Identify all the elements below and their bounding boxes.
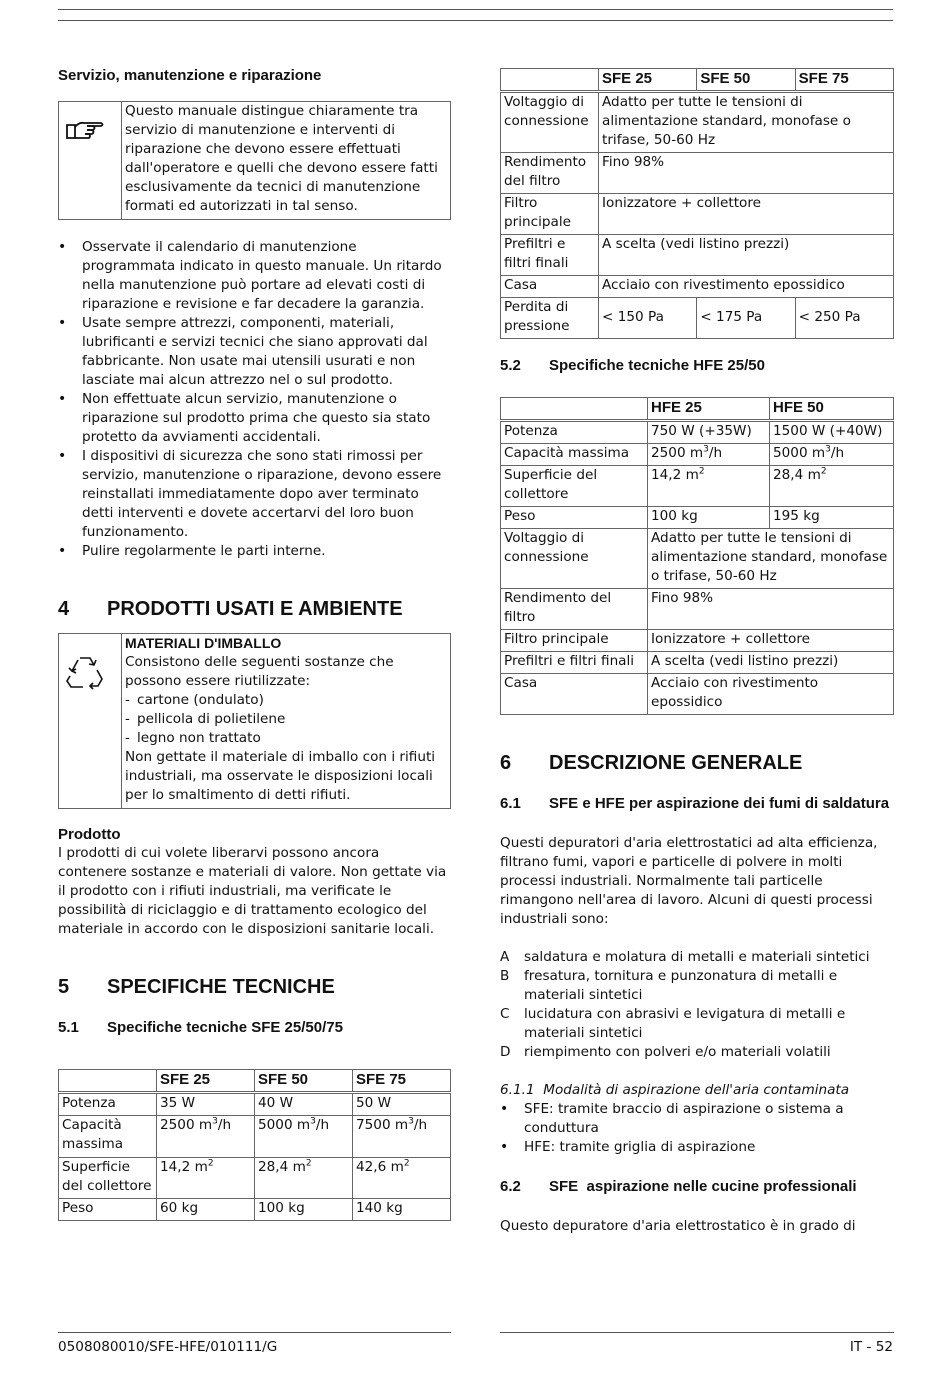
list-item: • Non effettuate alcun servizio, manutenzione o riparazione sul prodotto prima che questo sia stato protetto da avviamenti accidentali. — [58, 390, 451, 447]
service-note-text: Questo manuale distingue chiaramente tra servizio di manutenzione e interventi di riparazione che devono essere effettuati dall'operatore e quelli che devono essere fatti esclusivamente da tecnici di manutenzione formati ed autorizzati in tal senso. — [125, 103, 438, 214]
section-6-1-heading — [500, 793, 894, 814]
table-row: Peso 100 kg 195 kg — [501, 507, 894, 529]
table-row: Prefiltri e filtri finali A scelta (vedi listino prezzi) — [501, 235, 894, 276]
section-title: PRODOTTI USATI E AMBIENTE — [107, 598, 403, 620]
section-number: 5 — [58, 976, 70, 998]
top-rule-1 — [58, 9, 893, 10]
list-item: - pellicola di polietilene — [125, 711, 286, 727]
table-row: Voltaggio di connessione Adatto per tutte le tensioni di alimentazione standard, monofase o trifase, 50-60 Hz — [501, 529, 894, 589]
list-item: B fresatura, tornitura e punzonatura di metalli e materiali sintetici — [500, 968, 838, 1003]
list-item: A saldatura e molatura di metalli e materiali sintetici — [500, 949, 870, 965]
right-column — [500, 68, 894, 1236]
section-title: DESCRIZIONE GENERALE — [549, 752, 803, 774]
section-title: SPECIFICHE TECNICHE — [107, 976, 335, 998]
section-title: Specifiche tecniche HFE 25/50 — [549, 357, 765, 374]
packaging-intro: Consistono delle seguenti sostanze che possono essere riutilizzate: — [125, 654, 394, 689]
table-header-row: SFE 25 SFE 50 SFE 75 — [59, 1070, 451, 1093]
section-number: 6 — [500, 752, 512, 774]
section-6-heading — [500, 751, 894, 775]
hfe-spec-table — [500, 397, 894, 715]
section-6-2-heading — [500, 1176, 894, 1197]
footer-page-number: IT - 52 — [849, 1339, 893, 1355]
footer-rule-right — [500, 1332, 894, 1333]
list-item: • SFE: tramite braccio di aspirazione o sistema a conduttura — [500, 1100, 894, 1138]
table-row: Prefiltri e filtri finali A scelta (vedi listino prezzi) — [501, 652, 894, 674]
section-title: SFE e HFE per aspirazione dei fumi di saldatura — [549, 795, 890, 812]
left-column — [58, 66, 451, 1221]
section-number: 5.2 — [500, 357, 521, 374]
top-rule-2 — [58, 20, 893, 21]
recycle-icon — [59, 634, 122, 808]
pointing-hand-icon — [59, 102, 122, 219]
section-5-2-heading — [500, 355, 894, 376]
list-item: D riempimento con polveri e/o materiali volatili — [500, 1044, 831, 1060]
mode-list — [500, 1100, 894, 1157]
table-row: Perdita di pressione < 150 Pa < 175 Pa < 250 Pa — [501, 298, 894, 339]
table-row: Superficie del collettore 14,2 $m^2$ 28,4 $m^2$ — [501, 466, 894, 507]
table-row: Casa Acciaio con rivestimento epossidico — [501, 276, 894, 298]
table-row: Peso 60 kg 100 kg 140 kg — [59, 1199, 451, 1221]
section-title: Specifiche tecniche SFE 25/50/75 — [107, 1019, 343, 1036]
table-row: Superficie del collettore 14,2 $m^2$ 28,4 $m^2$ 42,6 $m^2$ — [59, 1158, 451, 1199]
section-5-1-heading — [58, 1017, 451, 1038]
product-text: I prodotti di cui volete liberarvi possono ancora contenere sostanze e materiali di valore. Non gettate via il prodotto con i rifiuti industriali, ma verificate le possibilità di riciclaggio e di trattamento ecologico del materiale in accordo con le disposizioni sanitarie locali. — [58, 845, 447, 937]
section-5-heading — [58, 975, 451, 999]
table-row: Voltaggio di connessione Adatto per tutte le tensioni di alimentazione standard, monofase o trifase, 50-60 Hz — [501, 92, 894, 153]
kitchen-text: Questo depuratore d'aria elettrostatico è in grado di — [500, 1218, 856, 1234]
table-row: Capacità massima 2500 $m^3/h$ 5000 $m^3/h$ — [501, 444, 894, 466]
table-row: Potenza 750 W (+35W) 1500 W (+40W) — [501, 421, 894, 444]
section-number: 4 — [58, 598, 70, 620]
list-item: • Pulire regolarmente le parti interne. — [58, 542, 451, 561]
table-row: Filtro principale Ionizzatore + collettore — [501, 630, 894, 652]
description-text: Questi depuratori d'aria elettrostatici ad alta efficienza, filtrano fumi, vapori e particelle di polvere in molti processi industriali. Normalmente tali particelle rimangono nell'area di lavoro. Alcuni di questi processi industriali sono: — [500, 835, 878, 927]
footer-doc-code: 0508080010/SFE-HFE/010111/G — [58, 1339, 278, 1355]
list-item: - legno non trattato — [125, 730, 261, 746]
section-4-heading — [58, 597, 451, 621]
packaging-text — [122, 634, 450, 808]
section-number: 5.1 — [58, 1019, 79, 1036]
table-row: Rendimento del filtro Fino 98% — [501, 153, 894, 194]
table-row: Rendimento del filtro Fino 98% — [501, 589, 894, 630]
table-header-row: HFE 25 HFE 50 — [501, 398, 894, 421]
service-heading: Servizio, manutenzione e riparazione — [58, 67, 322, 84]
list-item: C lucidatura con abrasivi e levigatura di metalli e materiali sintetici — [500, 1006, 846, 1041]
sfe-spec-table-1 — [58, 1069, 451, 1221]
sfe-spec-table-2 — [500, 68, 894, 339]
product-heading: Prodotto — [58, 826, 121, 843]
section-title: SFE aspirazione nelle cucine professionali — [549, 1178, 857, 1195]
section-number: 6.2 — [500, 1178, 521, 1195]
section-number: 6.1 — [500, 795, 521, 812]
service-note-box — [58, 101, 451, 220]
table-row: Capacità massima 2500 $m^3/h$ 5000 $m^3/h$ 7500 $m^3/h$ — [59, 1116, 451, 1158]
packaging-outro: Non gettate il materiale di imballo con i rifiuti industriali, ma osservate le disposizioni locali per lo smaltimento di detti rifiuti. — [125, 749, 436, 803]
table-row: Potenza 35 W 40 W 50 W — [59, 1093, 451, 1116]
list-item: - cartone (ondulato) — [125, 692, 264, 708]
table-header-row: SFE 25 SFE 50 SFE 75 — [501, 69, 894, 92]
list-item: • I dispositivi di sicurezza che sono stati rimossi per servizio, manutenzione o riparazione, devono essere reinstallati immediatamente dopo aver terminato detti interventi e dovete accertarvi del loro buon funzionamento. — [58, 447, 451, 542]
list-item: • Usate sempre attrezzi, componenti, materiali, lubrificanti e servizi tecnici che siano approvati dal fabbricante. Non usate mai utensili usurati e non lasciate mai alcun attrezzo nel o sul prodotto. — [58, 314, 451, 390]
packaging-title: MATERIALI D'IMBALLO — [125, 635, 282, 651]
process-list — [500, 948, 894, 1062]
list-item: • Osservate il calendario di manutenzione programmata indicato in questo manuale. Un ritardo nella manutenzione può portare ad elevati costi di riparazione e revisione e far decadere la garanzia. — [58, 238, 451, 314]
section-6-1-1-heading: 6.1.1 Modalità di aspirazione dell'aria contaminata — [500, 1082, 850, 1098]
table-row: Filtro principale Ionizzatore + collettore — [501, 194, 894, 235]
table-row: Casa Acciaio con rivestimento epossidico — [501, 674, 894, 715]
list-item: • HFE: tramite griglia di aspirazione — [500, 1138, 894, 1157]
packaging-box — [58, 633, 451, 809]
footer-rule-left — [58, 1332, 451, 1333]
maintenance-bullet-list — [58, 238, 451, 561]
